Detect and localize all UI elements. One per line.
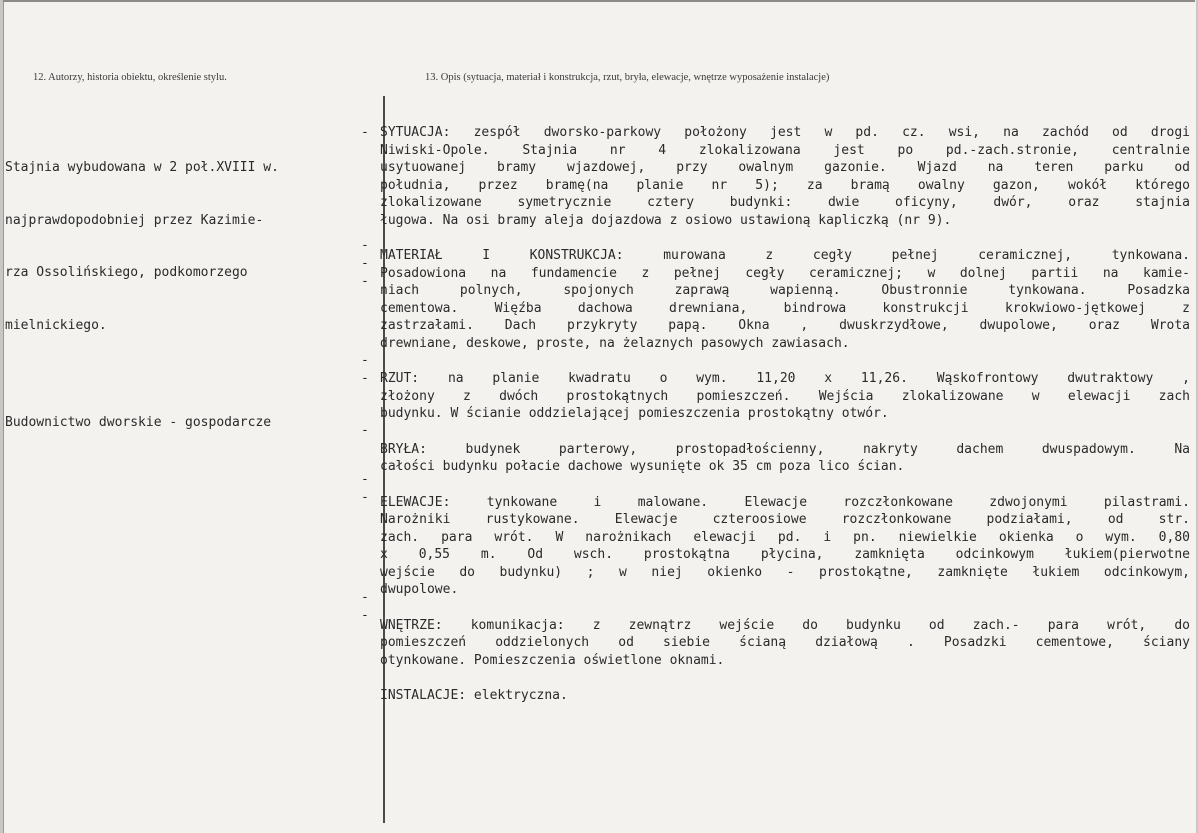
text-line: Narożniki rustykowane. Elewacje czteroosiowe rozczłonkowane podziałami, od str. xyxy=(380,512,1190,527)
section-instalacje xyxy=(380,687,1190,705)
text-line: cementowa. Więźba dachowa drewniana, bindrowa konstrukcji krokwiowo-jętkowej z xyxy=(380,300,1190,316)
text-line: pomieszczeń oddzielonych od siebie ścianą działową . Posadzki cementowe, ściany xyxy=(380,635,1190,650)
history-line: najprawdopodobniej przez Kazimie- xyxy=(5,212,264,228)
text-line: drewniane, deskowe, proste, na żelaznych pasowych zawiasach. xyxy=(380,335,850,351)
text-line: złożony z dwóch prostokątnych pomieszczeń. Wejścia zlokalizowane w elewacji zach xyxy=(380,388,1190,404)
text-line: południa, przez bramę(na planie nr 5); za bramą owalny gazon, wokół którego xyxy=(380,177,1190,193)
text-line: całości budynku połacie dachowe wysunięte ok 35 cm poza lico ścian. xyxy=(380,459,905,474)
header-section-12: 12. Autorzy, historia obiektu, określenie stylu. xyxy=(33,72,227,83)
text-line: x 0,55 m. Od wsch. prostokątna płycina, zamknięta odcinkowym łukiem(pierwotne xyxy=(380,547,1190,562)
text-line: zlokalizowane symetrycznie cztery budynki: dwie oficyny, dwór, oraz stajnia xyxy=(380,195,1190,210)
section-dash: - xyxy=(361,608,369,623)
text-line: Niwiski-Opole. Stajnia nr 4 zlokalizowana jest po pd.-zach.stronie, centralnie xyxy=(380,142,1190,158)
section-sytuacja xyxy=(380,124,1190,229)
text-line: zastrzałami. Dach przykryty papą. Okna , dwuskrzydłowe, dwupolowe, oraz Wrota xyxy=(380,318,1190,333)
section-dash: - xyxy=(361,371,369,386)
section-dash: - xyxy=(361,590,369,605)
section-rzut xyxy=(380,370,1190,423)
section-dash: - xyxy=(361,274,369,289)
text-line: zach. para wrót. W narożnikach elewacji pd. i pn. niewielkie okienka o wym. 0,80 xyxy=(380,529,1190,545)
text-line: WNĘTRZE: komunikacja: z zewnątrz wejście do budynku od zach.- para wrót, do xyxy=(380,617,1190,633)
text-line: wejście do budynku) ; w niej okienko - prostokątne, zamknięte łukiem odcinkowym, xyxy=(380,564,1190,580)
history-line: rza Ossolińskiego, podkomorzego xyxy=(5,265,248,280)
top-border xyxy=(3,0,1195,2)
section-dash: - xyxy=(361,256,369,271)
section-material xyxy=(380,247,1190,352)
section-dash: - xyxy=(361,238,369,253)
text-line: ługowa. Na osi bramy aleja dojazdowa z osiowo ustawioną kapliczką (nr 9). xyxy=(380,212,952,228)
text-line: niach polnych, spojonych zaprawą wapienną. Obustronnie tynkowana. Posadzka xyxy=(380,283,1190,298)
text-line: Posadowiona na fundamencie z pełnej cegły ceramicznej; w dolnej partii na kamie- xyxy=(380,265,1190,281)
text-line: INSTALACJE: elektryczna. xyxy=(380,688,568,703)
style-line: Budownictwo dworskie - gospodarcze xyxy=(5,415,272,430)
text-line: dwupolowe. xyxy=(380,582,459,597)
text-line: budynku. W ścianie oddzielającej pomieszczenia prostokątny otwór. xyxy=(380,406,889,421)
section-dash: - xyxy=(361,125,369,140)
section-dash: - xyxy=(361,472,369,487)
section-elewacje xyxy=(380,494,1190,599)
section-dash: - xyxy=(361,490,369,505)
text-line: RZUT: na planie kwadratu o wym. 11,20 x 11,26. Wąskofrontowy dwutraktowy , xyxy=(380,371,1190,386)
text-line: ELEWACJE: tynkowane i malowane. Elewacje rozczłonkowane zdwojonymi pilastrami. xyxy=(380,494,1190,510)
section-bryla xyxy=(380,441,1190,476)
text-line: otynkowane. Pomieszczenia oświetlone oknami. xyxy=(380,652,725,668)
section-dash: - xyxy=(361,423,369,438)
text-line: BRYŁA: budynek parterowy, prostopadłościenny, nakryty dachem dwuspadowym. Na xyxy=(380,441,1190,457)
section-wnetrze xyxy=(380,617,1190,670)
text-line: MATERIAŁ I KONSTRUKCJA: murowana z cegły pełnej ceramicznej, tynkowana. xyxy=(380,248,1190,263)
history-line: Stajnia wybudowana w 2 poł.XVIII w. xyxy=(5,160,279,175)
text-line: usytuowanej bramy wjazdowej, przy owalnym gazonie. Wjazd na teren parku od xyxy=(380,160,1190,175)
text-line: SYTUACJA: zespół dworsko-parkowy położony jest w pd. cz. wsi, na zachód od drogi xyxy=(380,125,1190,140)
left-column xyxy=(5,124,380,449)
history-line: mielnickiego. xyxy=(5,317,107,333)
section-dash: - xyxy=(361,353,369,368)
description-column xyxy=(380,124,1190,723)
header-section-13: 13. Opis (sytuacja, materiał i konstrukcja, rzut, bryła, elewacje, wnętrze wyposażenie instalacje) xyxy=(425,72,830,83)
